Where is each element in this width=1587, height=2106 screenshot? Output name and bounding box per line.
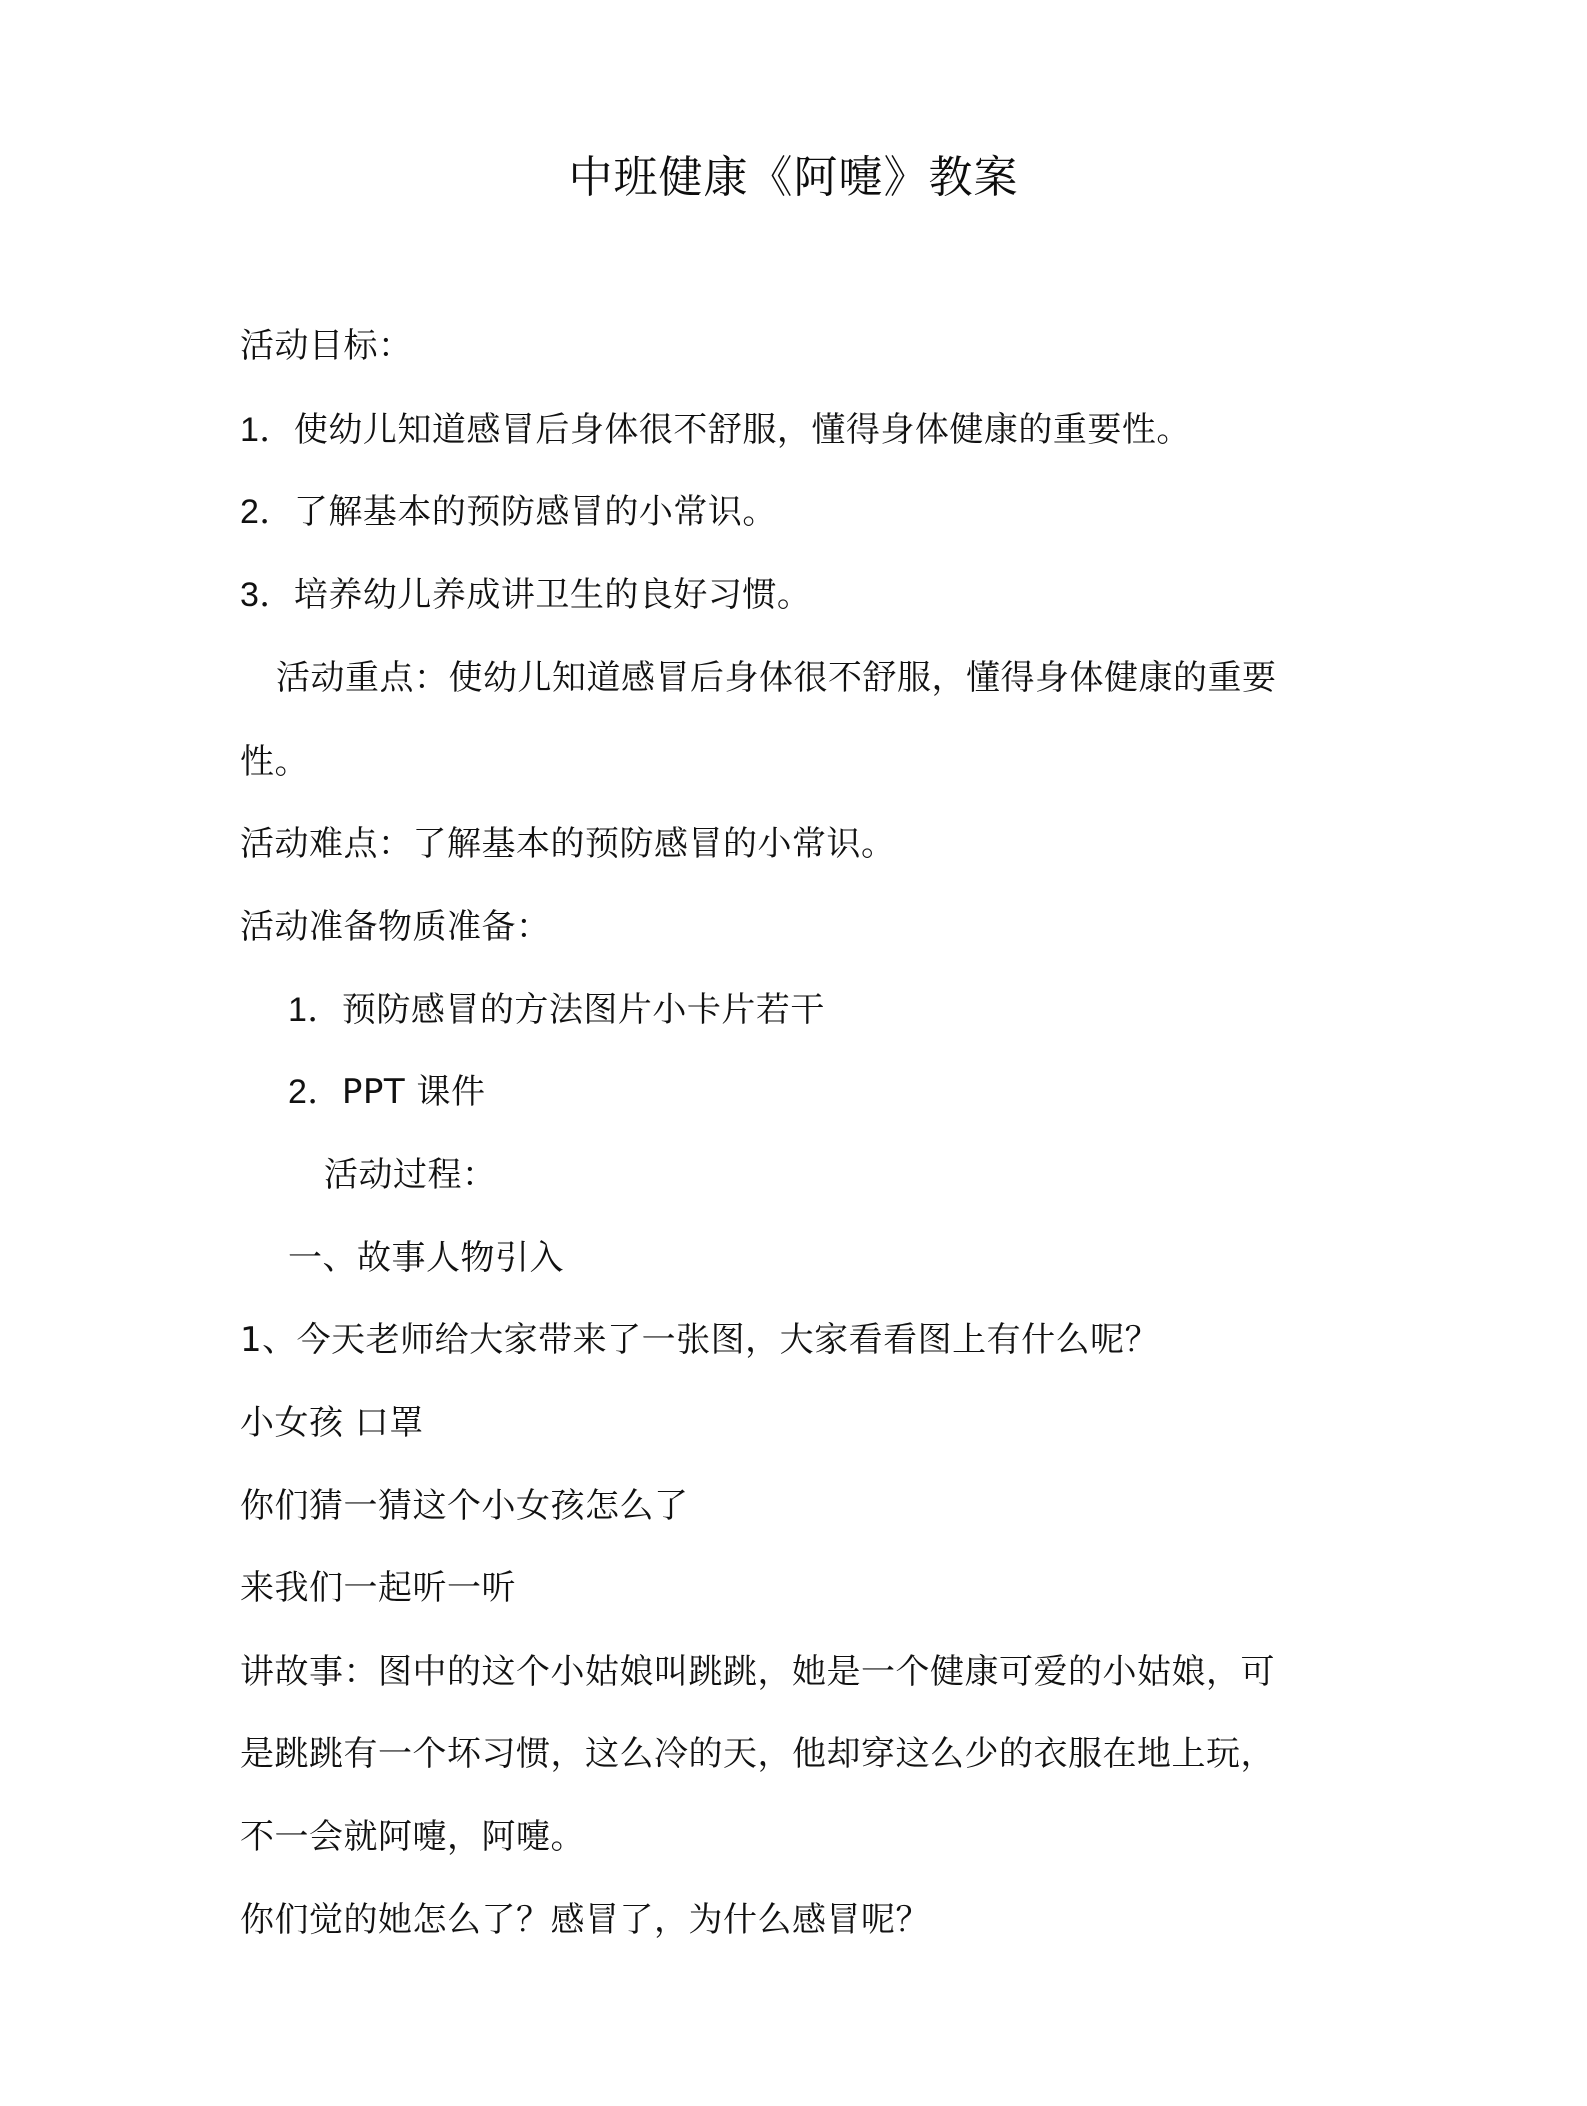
question-3: 你们觉的她怎么了？感冒了，为什么感冒呢？ — [240, 1900, 930, 1940]
story-line-2: 是跳跳有一个坏习惯，这么冷的天，他却穿这么少的衣服在地上玩， — [240, 1734, 1275, 1774]
step-1: 1、今天老师给大家带来了一张图，大家看看图上有什么呢？ — [240, 1320, 1160, 1360]
prep-number: 2． — [288, 1073, 342, 1111]
document-title: 中班健康《阿嚏》教案 — [568, 152, 1019, 203]
goal-text: 了解基本的预防感冒的小常识。 — [293, 492, 777, 532]
goal-number: 1． — [240, 411, 294, 449]
goal-item — [240, 408, 1191, 452]
answer-1: 小女孩 口罩 — [240, 1403, 424, 1443]
story-line-1: 讲故事：图中的这个小姑娘叫跳跳，她是一个健康可爱的小姑娘，可 — [240, 1652, 1275, 1692]
goal-text: 培养幼儿养成讲卫生的良好习惯。 — [293, 575, 812, 615]
prep-item — [288, 988, 825, 1032]
goal-number: 3． — [240, 576, 294, 614]
difficulty-point: 活动难点：了解基本的预防感冒的小常识。 — [240, 824, 896, 864]
key-point-line-2: 性。 — [240, 742, 309, 782]
process-heading: 活动过程： — [324, 1155, 497, 1195]
prep-text: PPT 课件 — [341, 1072, 486, 1112]
goal-item — [240, 490, 777, 534]
key-point-line-1: 活动重点：使幼儿知道感冒后身体很不舒服，懂得身体健康的重要 — [276, 658, 1277, 698]
listen-line: 来我们一起听一听 — [240, 1568, 516, 1608]
question-2: 你们猜一猜这个小女孩怎么了 — [240, 1486, 689, 1526]
goal-text: 使幼儿知道感冒后身体很不舒服，懂得身体健康的重要性。 — [293, 410, 1191, 450]
story-line-3: 不一会就阿嚏，阿嚏。 — [240, 1817, 585, 1857]
goals-heading: 活动目标： — [240, 326, 413, 366]
prep-number: 1． — [288, 991, 342, 1029]
goal-item — [240, 573, 811, 617]
goal-number: 2． — [240, 493, 294, 531]
prep-heading: 活动准备物质准备： — [240, 907, 551, 947]
part1-heading: 一、故事人物引入 — [288, 1238, 564, 1278]
prep-text: 预防感冒的方法图片小卡片若干 — [341, 990, 825, 1030]
prep-item — [288, 1070, 486, 1114]
